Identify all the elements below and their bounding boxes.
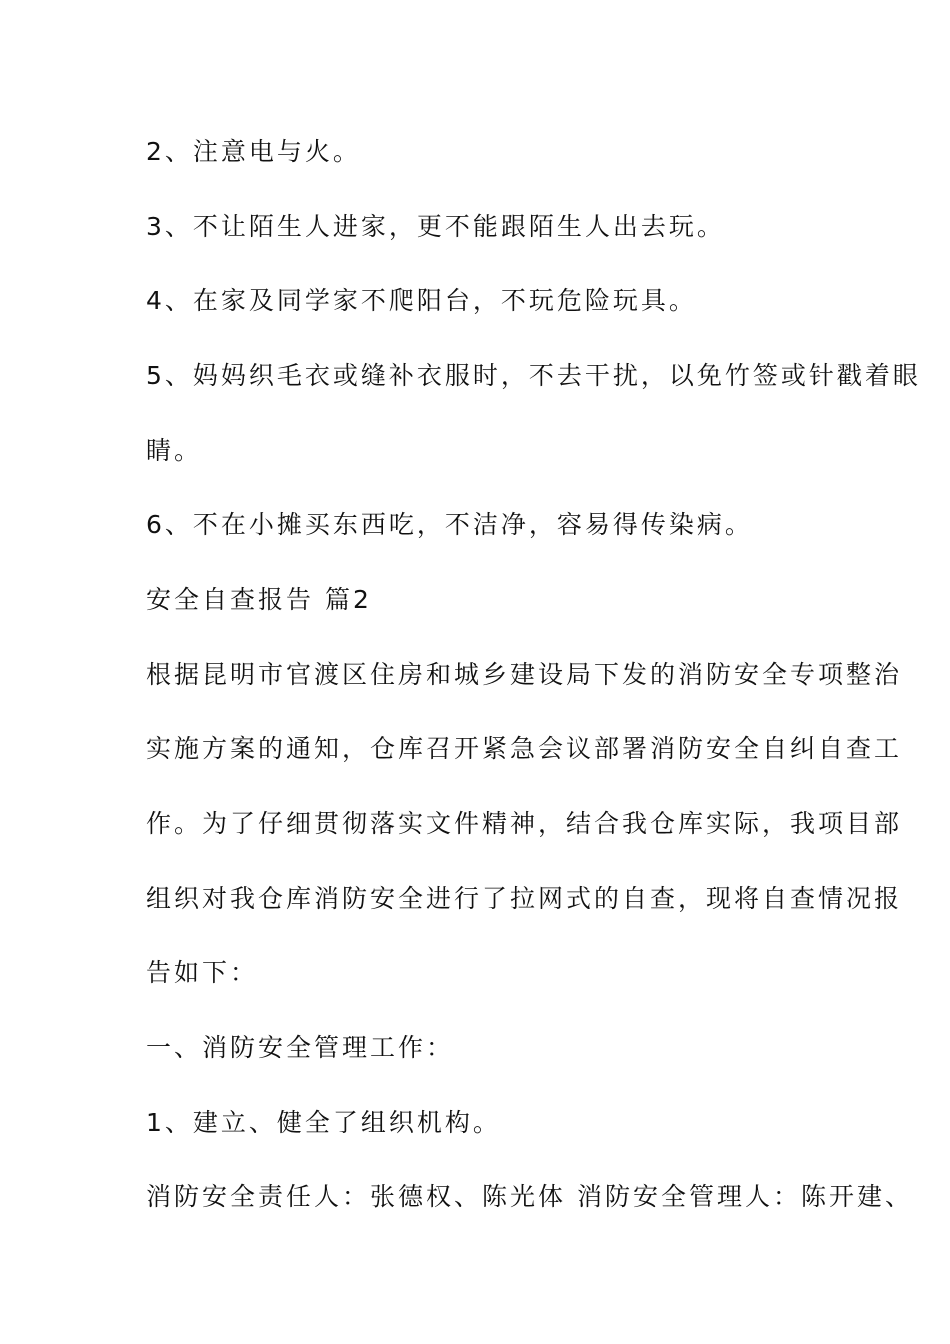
section-heading: 安全自查报告 篇2 [146, 585, 372, 614]
paragraph-line: 组织对我仓库消防安全进行了拉网式的自查，现将自查情况报 [146, 884, 903, 913]
subsection-heading: 一、消防安全管理工作： [146, 1033, 455, 1062]
list-item-2: 2、注意电与火。 [146, 137, 361, 166]
list-item-5: 5、妈妈织毛衣或缝补衣服时，不去干扰，以免竹签或针戳着眼 [146, 361, 921, 390]
paragraph-line: 实施方案的通知，仓库召开紧急会议部署消防安全自纠自查工 [146, 734, 903, 763]
list-item-1: 1、建立、健全了组织机构。 [146, 1108, 501, 1137]
paragraph-line: 消防安全责任人：张德权、陈光体 消防安全管理人：陈开建、 [146, 1182, 913, 1211]
paragraph-line: 告如下： [146, 958, 259, 987]
list-item-5-continued: 睛。 [146, 436, 203, 465]
paragraph-line: 作。为了仔细贯彻落实文件精神，结合我仓库实际，我项目部 [146, 809, 903, 838]
list-item-6: 6、不在小摊买东西吃，不洁净，容易得传染病。 [146, 510, 753, 539]
paragraph-line: 根据昆明市官渡区住房和城乡建设局下发的消防安全专项整治 [146, 660, 903, 689]
list-item-4: 4、在家及同学家不爬阳台，不玩危险玩具。 [146, 286, 697, 315]
list-item-3: 3、不让陌生人进家，更不能跟陌生人出去玩。 [146, 212, 725, 241]
